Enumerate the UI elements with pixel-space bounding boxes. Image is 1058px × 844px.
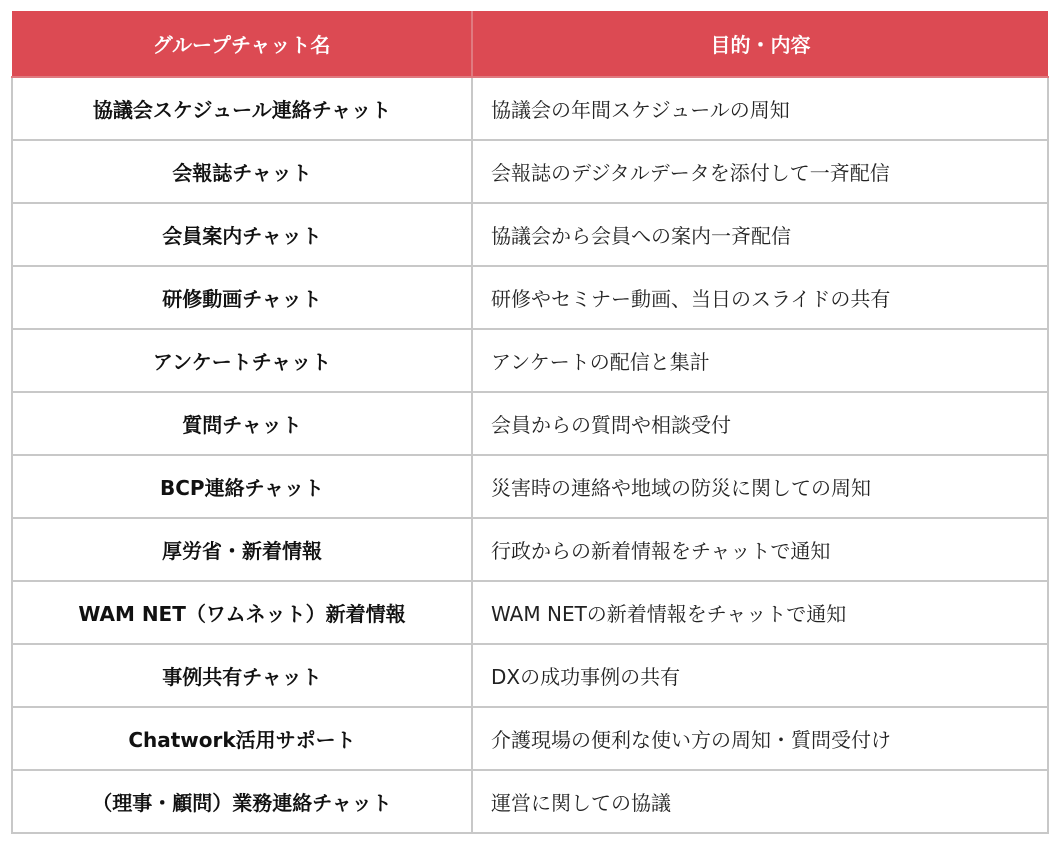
header-purpose: 目的・内容 — [472, 11, 1048, 77]
table-row — [12, 266, 1048, 329]
chat-name-cell: アンケートチャット — [12, 329, 472, 392]
purpose-cell: 協議会の年間スケジュールの周知 — [472, 77, 1048, 140]
table-body — [12, 77, 1048, 833]
chat-name-cell: BCP連絡チャット — [12, 455, 472, 518]
chat-name-cell: Chatwork活用サポート — [12, 707, 472, 770]
purpose-cell: 災害時の連絡や地域の防災に関しての周知 — [472, 455, 1048, 518]
table-row — [12, 203, 1048, 266]
purpose-cell: 会員からの質問や相談受付 — [472, 392, 1048, 455]
table-header — [12, 11, 1048, 77]
group-chat-table — [11, 11, 1049, 834]
table-row — [12, 770, 1048, 833]
chat-name-cell: 質問チャット — [12, 392, 472, 455]
table-row — [12, 392, 1048, 455]
header-row — [12, 11, 1048, 77]
chat-name-cell: 会報誌チャット — [12, 140, 472, 203]
purpose-cell: 運営に関しての協議 — [472, 770, 1048, 833]
table-row — [12, 455, 1048, 518]
purpose-cell: 協議会から会員への案内一斉配信 — [472, 203, 1048, 266]
table-row — [12, 581, 1048, 644]
chat-name-cell: 会員案内チャット — [12, 203, 472, 266]
table-row — [12, 707, 1048, 770]
header-group-chat-name: グループチャット名 — [12, 11, 472, 77]
purpose-cell: 行政からの新着情報をチャットで通知 — [472, 518, 1048, 581]
chat-name-cell: 厚労省・新着情報 — [12, 518, 472, 581]
purpose-cell: DXの成功事例の共有 — [472, 644, 1048, 707]
purpose-cell: 研修やセミナー動画、当日のスライドの共有 — [472, 266, 1048, 329]
table-row — [12, 518, 1048, 581]
chat-name-cell: 協議会スケジュール連絡チャット — [12, 77, 472, 140]
table-row — [12, 140, 1048, 203]
chat-name-cell: （理事・顧問）業務連絡チャット — [12, 770, 472, 833]
chat-name-cell: 研修動画チャット — [12, 266, 472, 329]
group-chat-table-container — [11, 11, 1047, 834]
purpose-cell: 会報誌のデジタルデータを添付して一斉配信 — [472, 140, 1048, 203]
chat-name-cell: 事例共有チャット — [12, 644, 472, 707]
table-row — [12, 329, 1048, 392]
purpose-cell: アンケートの配信と集計 — [472, 329, 1048, 392]
table-row — [12, 644, 1048, 707]
chat-name-cell: WAM NET（ワムネット）新着情報 — [12, 581, 472, 644]
purpose-cell: WAM NETの新着情報をチャットで通知 — [472, 581, 1048, 644]
table-row — [12, 77, 1048, 140]
purpose-cell: 介護現場の便利な使い方の周知・質問受付け — [472, 707, 1048, 770]
